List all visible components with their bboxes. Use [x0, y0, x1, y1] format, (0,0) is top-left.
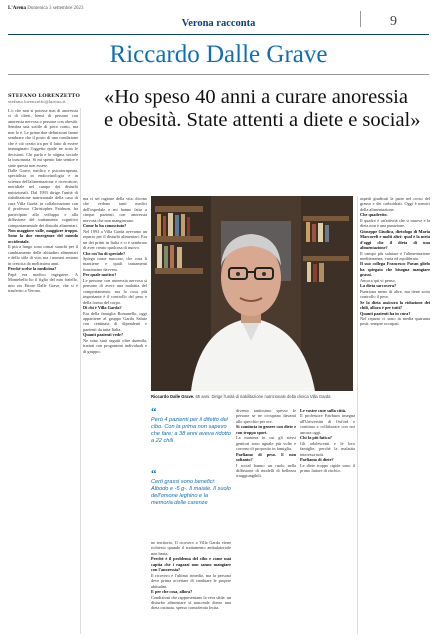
masthead: L'Arena Domenica 3 settembre 2023 [8, 6, 84, 11]
page-divider [360, 11, 361, 27]
section-title: Verona racconta [181, 18, 256, 29]
article-column-3: ne territorio. Il ricovero a Villa Garda viene richiesto quando il trattamento ambulatoriale non basta. Perché è il problema del cibo e come mai capita che i ragazzi non sanno mangiare con l'anoressia? Il ricovero è l'ultimo rimedio, ma la persona deve prima accettare di cambiare le proprie abitudini. E per che cosa, allora? Condizioni che rappresentano la vera sfida: un disturbo alimentare si nasconde dietro una dieta ostinata, spesso considerata lecita. [151, 540, 231, 611]
headline: «Ho speso 40 anni a curare anoressia e obesità. State attenti a diete e social» [104, 86, 421, 131]
portrait-illustration [151, 196, 353, 391]
article-column-2: ma ci sei ragione della vita, dicono che vedono tanti medici dell'ospedale e mi hanno fatto a cinque pazienti con anoressia nervosa che non mangiavano. Come lo ha conosciuto? Nel 1993 a Villa Garda avevamo un reparto per il disturbi alimentari. Era un dei primi in Italia e ci è sembrato di aver creato qualcosa di nuovo. Che cos'ha di speciale? Spiega come nascono, che cosa li mantiene e quali trattamenti funzionano davvero. Per quale motivo? Le persone con anoressia nervosa si pensano di avere una malattia del comportamento, ma la cosa più importante è il controllo del peso e della forma del corpo. Di chi è Villa Garda? Era della famiglia Romanello, oggi appartiene al gruppo Garda Salute con centinaia di dipendenti e pazienti da tutta Italia. Quanti pazienti vede? Ne sono stati seguiti oltre duemila, trattati con programmi individuali e di gruppo. [83, 196, 147, 354]
rule-under-name [8, 74, 429, 75]
column-separator [80, 108, 81, 634]
quote-icon: “ [151, 406, 157, 418]
byline-name: STEFANO LORENZETTO [8, 93, 81, 99]
article-column-6: aspetti giudicati la parte nel corso del grasso e dei carboidrati. Oggi è nemici della alimentazione. Che quadretto. Il quadro è un'attività che si muove e la dieta non è una punizione. Giuseppe Giudica, dietologo di Maria Marcoreli e molti altri: qual è la meta d'oggi che il dieta di una alimentazione? Il campo più salutare è l'alimentazione mediterranea, varia ed equilibrata. Il suo collega Francesco Pavan glielo ha spiegato che bisogna mangiare grassi. Ancora qui vi penso. La dieta sarcovera? Funziona meno di altre, ma tiene sotto controllo il peso. Se la dieta assicura la riduzione dei chili, allora è per tutti? Quanti pazienti ha in cura? Nel reparto ci sono in media quaranta posti, sempre occupati. [360, 196, 430, 327]
top-rule [8, 34, 429, 35]
portrait-photo [151, 196, 353, 391]
column-separator [357, 196, 358, 634]
article-column-1: L'o che non si potesse mai di anoressia si di obesi, bensì di persone con anoressia nervosa o persone con obesità. Sembra una sottile di poco conto, ma non lo è. Le prime due definizioni fanno sembrare che il posto di una condizione che è ciò creato tra per il fatto di essere immaginato l'oggetto quale ne sono le decisioni. Chi parla e lo stigma sociale la trascinaria. Si mi spento fate sentire e siate questa non essere. Dalle Grave, medico e psicoterapeuta, specialista in endocrinologia e in scienza dell'alimentazione e ricercatore, meridiale nel campo dei disturbi nutrizionali. Dal 1993 dirige l'unità di riabilitazione nutrizionale della casa di cura Villa Garda, in collaborazione con il professor Christopher Fairburn, ha partecipato allo sviluppo e alla diffusione del trattamento cognitivo comportamentale dei disturbi alimentari. Non maggiore valle, maggiore troppo. Sono la due emergenze del mondo occidentale. Il più a lungo sono ormai stanchi per il cambiamento delle abitudini alimentari e dello stile di vita, ma i numeri restano in crescita da moltissimi anni. Perché scelse la medicina? Papà era medico ingegnere. A Montebello ho il figlio del mio fratello, mio zio Ettore Dalle Grave, che si è trasferito a Verona. [8, 108, 78, 293]
author-name: Riccardo Dalle Grave [109, 41, 328, 68]
article-column-4: diventa tantissimo spesso le persone se ne occupano davanti allo specchio per ore. Si comincia in genere con diete e con troppo sport. La maniera in cui gli stessi genitori sono uguale più volte e corrono di proposito in famiglia. Parliamo di peso. E non soltanto? I social hanno un ruolo nella diffusione di modelli di bellezza irraggiungibili. [236, 408, 296, 479]
byline-note: stefano.lorenzetto@larena.it [8, 99, 66, 104]
pull-quote-2: “ Certi grassi sono benefici: Albodo e -5 g-. Il maiale. Il suolo dell'omone leghino e la memoria delle carenze [151, 468, 231, 506]
quote-icon: “ [151, 468, 157, 480]
article-column-5: Le vostre cure sulla città. Il professore Fairburn insegna all'Università di Oxford e continua a collaborare con noi ancora oggi. Chi fa più fatica? Gli adolescenti e le loro famiglie, perché la malattia interessa tutti. Parliamo di diete? Le diete troppo rigide sono il primo fattore di rischio. [300, 408, 355, 473]
page-number: 9 [390, 14, 397, 29]
photo-caption: Riccardo Dalle Grave. 65 anni. Dirige l'unità di riabilitazione nutrizionale della clinica Villa Garda [151, 394, 331, 399]
pull-quote-1: “ Però 4 pazienti per il difetto del cibo. Con la prima non sapevo che fare: a 38 anni aveva ridotto a 22 chili [151, 406, 231, 444]
